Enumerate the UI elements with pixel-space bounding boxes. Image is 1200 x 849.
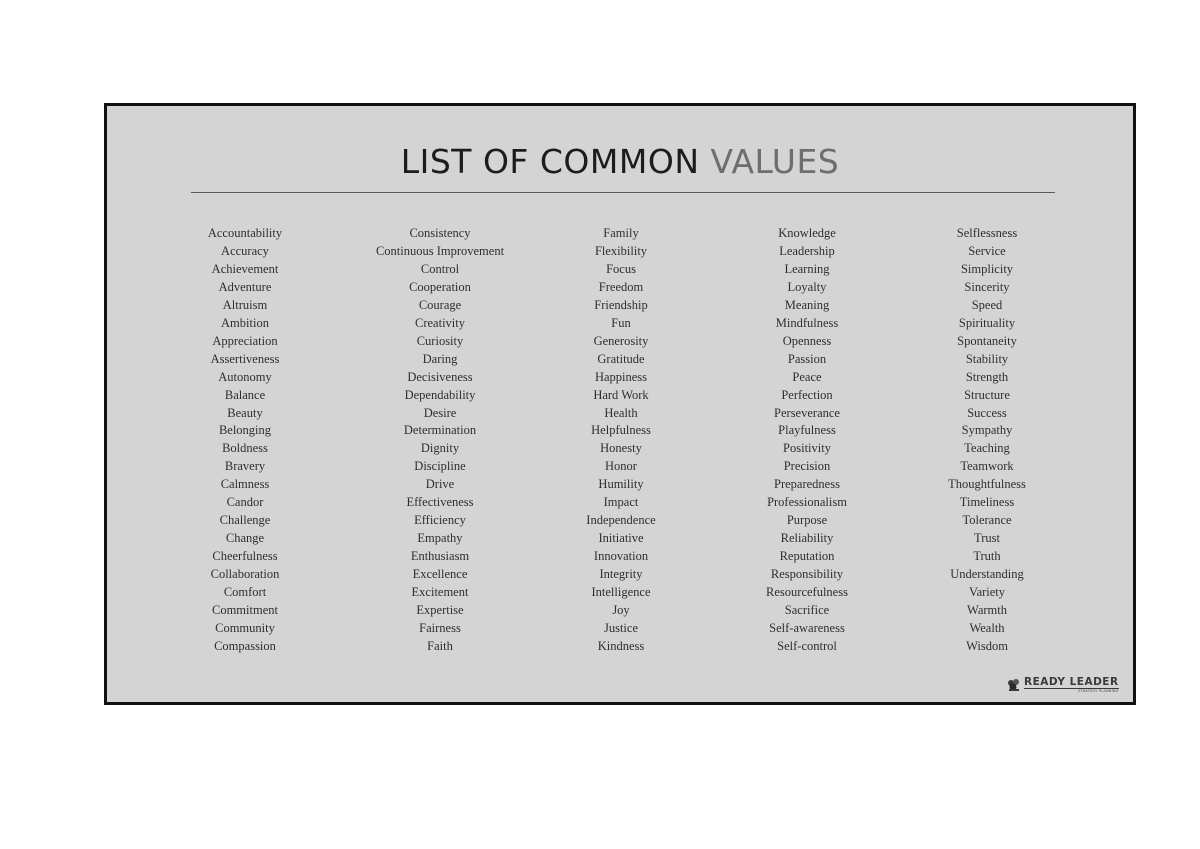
value-item: Hard Work (593, 387, 649, 402)
value-item: Learning (784, 261, 830, 276)
value-item: Generosity (593, 333, 649, 348)
value-item: Altruism (222, 297, 268, 312)
value-item: Focus (606, 261, 636, 276)
value-item: Perseverance (774, 405, 840, 420)
value-item: Decisiveness (407, 369, 473, 384)
value-item: Warmth (967, 603, 1007, 618)
value-item: Helpfulness (591, 423, 651, 438)
value-item: Positivity (783, 441, 831, 456)
value-item: Sacrifice (784, 603, 830, 618)
value-item: Candor (226, 495, 264, 510)
value-item: Strength (965, 369, 1009, 384)
value-item: Service (968, 243, 1006, 258)
value-item: Sincerity (964, 279, 1010, 294)
value-item: Compassion (214, 638, 276, 653)
value-item: Speed (971, 297, 1003, 312)
value-item: Bravery (224, 459, 266, 474)
value-item: Community (215, 620, 275, 635)
value-item: Reliability (780, 531, 834, 546)
value-item: Friendship (594, 297, 648, 312)
value-item: Change (225, 531, 265, 546)
value-item: Thoughtfulness (948, 477, 1026, 492)
value-item: Self-awareness (769, 620, 845, 635)
values-card (104, 103, 1136, 705)
value-item: Knowledge (778, 226, 836, 240)
value-item: Self-control (777, 638, 837, 653)
value-item: Passion (787, 351, 827, 366)
value-item: Calmness (220, 477, 270, 492)
value-item: Empathy (417, 531, 463, 546)
value-item: Consistency (409, 226, 471, 240)
value-item: Selflessness (956, 226, 1018, 240)
value-item: Enthusiasm (410, 549, 470, 564)
value-item: Cooperation (409, 279, 471, 294)
value-item: Flexibility (594, 243, 648, 258)
value-item: Dependability (404, 387, 476, 402)
value-item: Justice (603, 620, 639, 635)
value-item: Desire (423, 405, 457, 420)
value-item: Joy (612, 603, 630, 618)
value-item: Purpose (786, 513, 828, 528)
value-item: Responsibility (770, 567, 844, 582)
value-item: Courage (418, 297, 462, 312)
value-item: Wisdom (966, 638, 1008, 653)
value-item: Loyalty (787, 279, 827, 294)
value-item: Precision (783, 459, 831, 474)
value-item: Tolerance (962, 513, 1012, 528)
value-item: Autonomy (218, 369, 272, 384)
value-item: Resourcefulness (766, 585, 848, 600)
value-item: Ambition (221, 315, 269, 330)
values-column-5 (892, 225, 1082, 656)
value-item: Daring (422, 351, 458, 366)
value-item: Humility (598, 477, 644, 492)
value-item: Effectiveness (406, 495, 474, 510)
value-item: Timeliness (959, 495, 1015, 510)
value-item: Honesty (600, 441, 642, 456)
value-item: Fairness (419, 620, 461, 635)
value-item: Drive (425, 477, 455, 492)
value-item: Teamwork (960, 459, 1014, 474)
value-item: Spirituality (958, 315, 1016, 330)
value-item: Trust (974, 531, 1000, 546)
value-item: Accuracy (221, 243, 269, 258)
value-item: Beauty (227, 405, 263, 420)
value-item: Faith (427, 638, 453, 653)
value-item: Discipline (414, 459, 466, 474)
value-item: Appreciation (212, 333, 278, 348)
value-item: Determination (403, 423, 477, 438)
value-item: Kindness (597, 638, 645, 653)
value-item: Curiosity (416, 333, 464, 348)
value-item: Collaboration (210, 567, 280, 582)
value-item: Happiness (594, 369, 648, 384)
value-item: Variety (968, 585, 1006, 600)
title-dark: LIST OF COMMON (400, 142, 700, 181)
value-item: Cheerfulness (212, 549, 278, 564)
value-item: Health (604, 405, 638, 420)
value-item: Playfulness (778, 423, 836, 438)
value-item: Belonging (218, 423, 272, 438)
value-item: Boldness (222, 441, 268, 456)
value-item: Freedom (598, 279, 644, 294)
value-item: Continuous Improvement (375, 243, 505, 258)
title-divider (191, 192, 1055, 193)
value-item: Reputation (779, 549, 835, 564)
values-column-4 (712, 225, 902, 656)
value-item: Integrity (599, 567, 643, 582)
value-item: Balance (224, 387, 266, 402)
ready-leader-logo-icon (1007, 678, 1021, 692)
value-item: Truth (973, 549, 1001, 564)
value-item: Spontaneity (957, 333, 1017, 348)
value-item: Teaching (964, 441, 1010, 456)
value-item: Assertiveness (210, 351, 280, 366)
value-item: Sympathy (961, 423, 1013, 438)
value-item: Challenge (219, 513, 271, 528)
value-item: Control (420, 261, 460, 276)
value-item: Family (603, 226, 639, 240)
value-item: Professionalism (767, 495, 847, 510)
value-item: Efficiency (414, 513, 466, 528)
value-item: Leadership (779, 243, 835, 258)
value-item: Honor (605, 459, 637, 474)
value-item: Meaning (784, 297, 830, 312)
value-item: Intelligence (591, 585, 651, 600)
value-item: Expertise (416, 603, 464, 618)
values-columns (107, 225, 1133, 655)
value-item: Commitment (212, 603, 278, 618)
value-item: Simplicity (960, 261, 1014, 276)
value-item: Adventure (218, 279, 272, 294)
values-column-3 (526, 225, 716, 656)
value-item: Perfection (781, 387, 833, 402)
value-item: Excitement (411, 585, 469, 600)
value-item: Independence (586, 513, 656, 528)
ready-leader-logo (1007, 676, 1119, 694)
value-item: Mindfulness (775, 315, 839, 330)
value-item: Openness (782, 333, 832, 348)
value-item: Preparedness (774, 477, 840, 492)
title-light: VALUES (710, 142, 840, 181)
page-title (107, 142, 1133, 181)
value-item: Achievement (211, 261, 279, 276)
value-item: Success (967, 405, 1007, 420)
value-item: Fun (611, 315, 631, 330)
value-item: Understanding (950, 567, 1024, 582)
value-item: Wealth (969, 620, 1005, 635)
values-column-1 (150, 225, 340, 656)
value-item: Excellence (412, 567, 468, 582)
value-item: Impact (603, 495, 639, 510)
values-column-2 (345, 225, 535, 656)
value-item: Innovation (593, 549, 649, 564)
value-item: Initiative (598, 531, 644, 546)
logo-main-text: READY LEADER (1024, 675, 1119, 688)
value-item: Gratitude (597, 351, 645, 366)
value-item: Creativity (415, 315, 465, 330)
value-item: Stability (965, 351, 1009, 366)
value-item: Structure (964, 387, 1010, 402)
value-item: Dignity (420, 441, 460, 456)
value-item: Comfort (223, 585, 267, 600)
logo-sub-text: STRATEGY PLANNING (1078, 689, 1119, 693)
value-item: Peace (792, 369, 822, 384)
value-item: Accountability (207, 226, 283, 240)
